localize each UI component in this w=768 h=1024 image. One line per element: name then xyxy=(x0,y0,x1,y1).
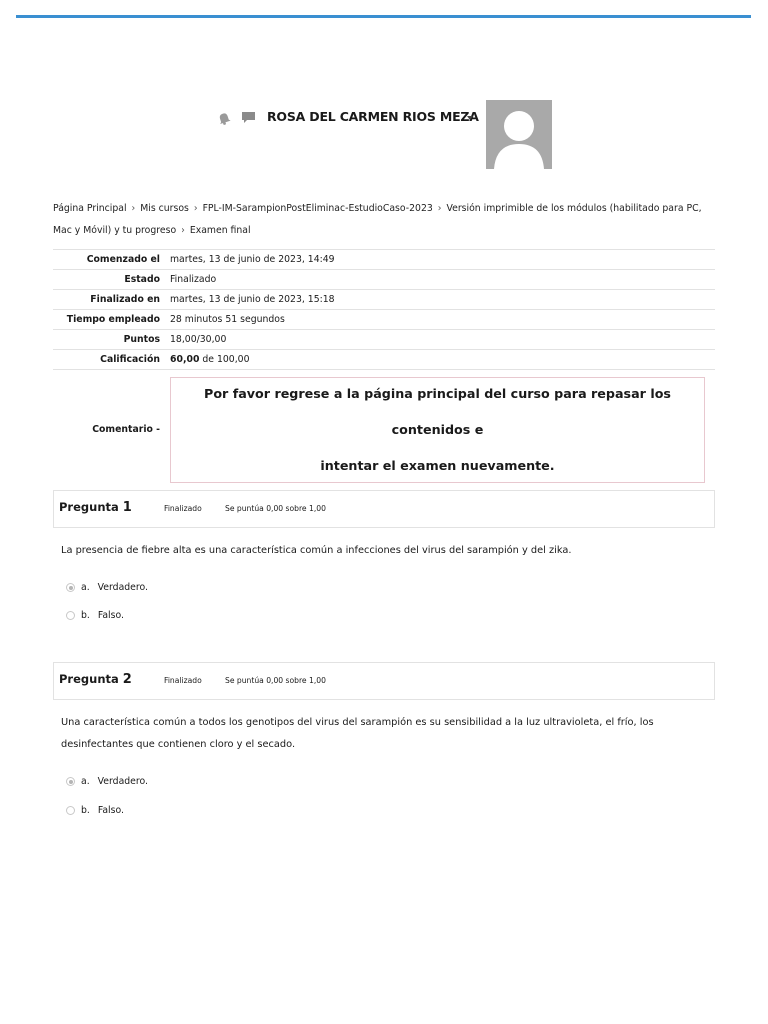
grade-value xyxy=(166,350,715,370)
time-value: 28 minutos 51 segundos xyxy=(166,310,715,330)
radio-unselected[interactable] xyxy=(66,611,75,620)
question-2-grade: Se puntúa 0,00 sobre 1,00 xyxy=(225,676,326,685)
finished-value: martes, 13 de junio de 2023, 15:18 xyxy=(166,290,715,310)
question-number: 2 xyxy=(122,672,132,687)
breadcrumb-separator: › xyxy=(131,203,136,214)
option-text: Verdadero. xyxy=(97,776,148,787)
breadcrumb-separator: › xyxy=(193,203,198,214)
option-text: Verdadero. xyxy=(97,582,148,593)
question-number: 1 xyxy=(122,500,132,515)
question-2-option-b[interactable] xyxy=(66,805,124,816)
summary-row-comment xyxy=(53,370,715,489)
summary-row-started xyxy=(53,250,715,270)
summary-row-points xyxy=(53,330,715,350)
state-label: Estado xyxy=(53,270,166,290)
option-letter: b. xyxy=(81,610,90,621)
grade-score: 60,00 xyxy=(170,354,200,365)
breadcrumb-item-my-courses[interactable]: Mis cursos xyxy=(140,203,189,214)
option-letter: a. xyxy=(81,776,90,787)
question-1-grade: Se puntúa 0,00 sobre 1,00 xyxy=(225,504,326,513)
question-1-option-a[interactable] xyxy=(66,582,148,593)
breadcrumb-separator: › xyxy=(181,225,185,236)
question-2-header xyxy=(53,662,715,700)
question-2-state: Finalizado xyxy=(164,676,202,685)
grade-max: de 100,00 xyxy=(199,354,250,365)
feedback-line-2: intentar el examen nuevamente. xyxy=(320,457,555,473)
question-2-text: Una característica común a todos los genotipos del virus del sarampión es su sensibilidad a la luz ultravioleta, el frío, los desinfectantes que contienen cloro y el secado. xyxy=(61,717,654,750)
bell-icon[interactable] xyxy=(217,111,231,125)
grade-label: Calificación xyxy=(53,350,166,370)
summary-row-time xyxy=(53,310,715,330)
question-1-option-b[interactable] xyxy=(66,610,124,621)
summary-row-state xyxy=(53,270,715,290)
avatar[interactable] xyxy=(486,100,552,169)
question-1-title xyxy=(59,500,132,515)
breadcrumb-item-home[interactable]: Página Principal xyxy=(53,203,127,214)
radio-unselected[interactable] xyxy=(66,806,75,815)
option-text: Falso. xyxy=(97,805,124,816)
summary-row-grade xyxy=(53,350,715,370)
breadcrumb-item-course[interactable]: FPL-IM-SarampionPostEliminac-EstudioCaso-2023 xyxy=(202,203,433,214)
chat-icon[interactable] xyxy=(241,111,256,124)
points-label: Puntos xyxy=(53,330,166,350)
comment-label: Comentario - xyxy=(53,370,166,489)
option-text: Falso. xyxy=(97,610,124,621)
time-label: Tiempo empleado xyxy=(53,310,166,330)
question-1-text: La presencia de fiebre alta es una característica común a infecciones del virus del sarampión y del zika. xyxy=(61,545,572,556)
points-value: 18,00/30,00 xyxy=(166,330,715,350)
summary-row-finished xyxy=(53,290,715,310)
question-2-option-a[interactable] xyxy=(66,776,148,787)
comment-value xyxy=(166,370,715,489)
feedback-box xyxy=(170,377,705,483)
finished-label: Finalizado en xyxy=(53,290,166,310)
question-2-title xyxy=(59,672,132,687)
breadcrumb xyxy=(53,198,713,242)
question-label: Pregunta xyxy=(59,672,119,686)
attempt-summary-table xyxy=(53,249,715,488)
started-value: martes, 13 de junio de 2023, 14:49 xyxy=(166,250,715,270)
breadcrumb-separator: › xyxy=(437,203,442,214)
question-label: Pregunta xyxy=(59,500,119,514)
option-letter: a. xyxy=(81,582,90,593)
started-label: Comenzado el xyxy=(53,250,166,270)
avatar-icon xyxy=(486,100,552,169)
question-1-state: Finalizado xyxy=(164,504,202,513)
breadcrumb-item-final-exam[interactable]: Examen final xyxy=(189,225,251,236)
radio-selected[interactable] xyxy=(66,777,75,786)
caret-down-icon[interactable] xyxy=(467,116,473,120)
breadcrumb-item-printable-version[interactable]: Versión imprimible de los módulos (habilitado para PC, Mac y Móvil) y tu progreso xyxy=(53,203,702,236)
state-value: Finalizado xyxy=(166,270,715,290)
top-accent-bar xyxy=(16,15,751,18)
question-1-header xyxy=(53,490,715,528)
user-name[interactable]: ROSA DEL CARMEN RIOS MEZA xyxy=(267,109,479,124)
feedback-line-1: Por favor regrese a la página principal del curso para repasar los contenidos e xyxy=(204,385,671,437)
option-letter: b. xyxy=(81,805,90,816)
radio-selected[interactable] xyxy=(66,583,75,592)
